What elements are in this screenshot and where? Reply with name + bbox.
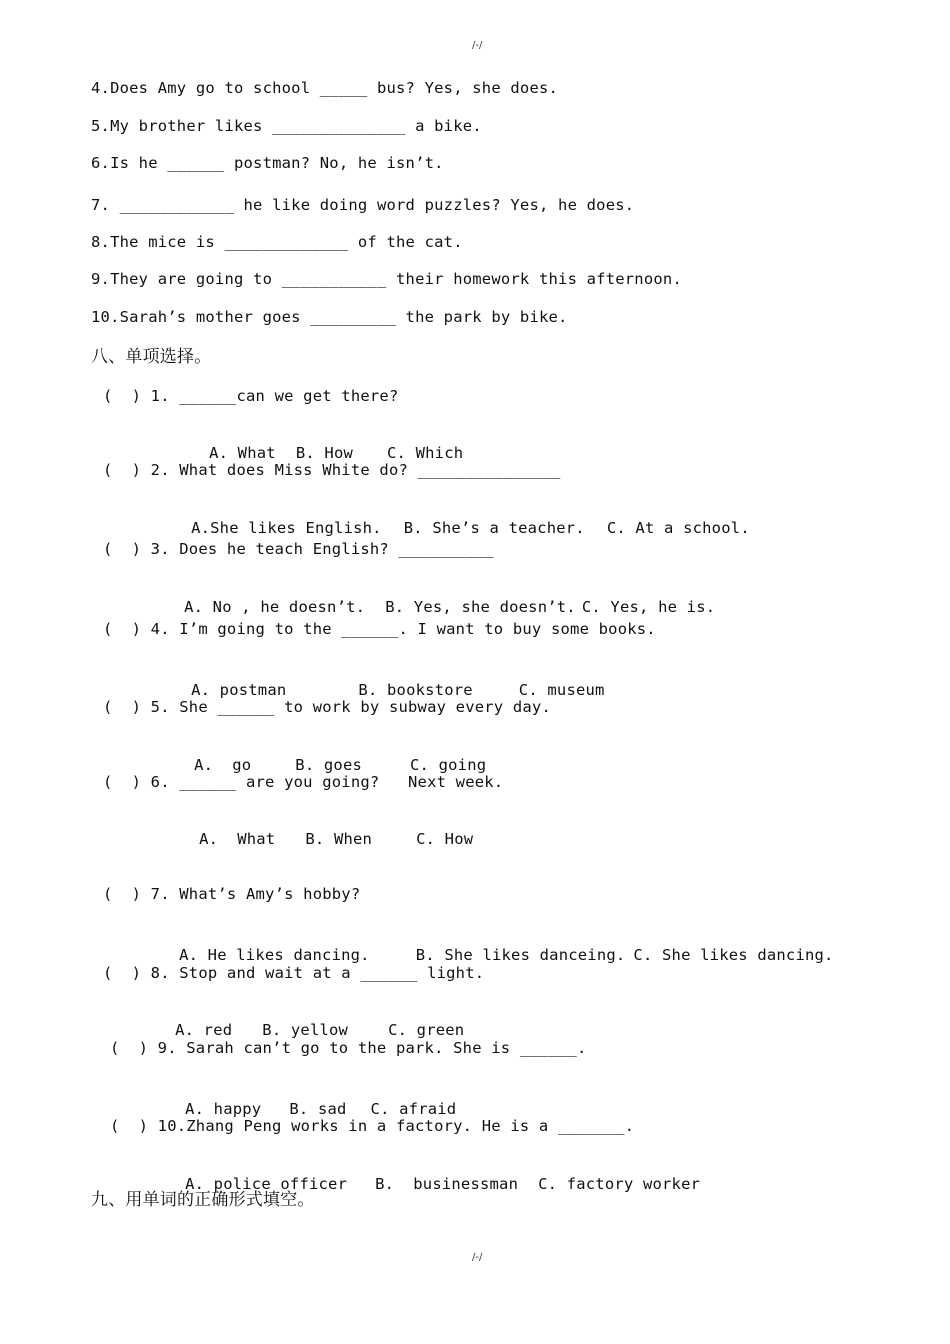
option-b: B. Yes, she doesn’t. xyxy=(385,598,576,616)
option-a: A. What xyxy=(209,444,276,462)
option-b: B. She’s a teacher. xyxy=(403,519,585,537)
question-2-options xyxy=(172,498,750,538)
question-7-stem: ( ) 7. What’s Amy’s hobby? xyxy=(103,885,361,903)
question-7-options xyxy=(160,925,834,965)
question-1-stem: ( ) 1. ______can we get there? xyxy=(103,387,399,405)
question-2-stem: ( ) 2. What does Miss White do? _______________ xyxy=(103,461,561,479)
page-mark-bottom: /-/ xyxy=(472,1252,483,1263)
question-9-stem: ( ) 9. Sarah can’t go to the park. She is ______. xyxy=(110,1039,587,1057)
question-4-stem: ( ) 4. I’m going to the ______. I want to buy some books. xyxy=(103,620,656,638)
question-8-stem: ( ) 8. Stop and wait at a ______ light. xyxy=(103,964,485,982)
option-a: A. postman xyxy=(191,681,287,699)
fill-in-item-5: 5.My brother likes ______________ a bike. xyxy=(91,117,482,135)
page-mark-top: /-/ xyxy=(472,40,483,51)
fill-in-item-8: 8.The mice is _____________ of the cat. xyxy=(91,233,463,251)
fill-in-item-7: 7. ____________ he like doing word puzzles? Yes, he does. xyxy=(91,196,635,214)
option-c: C. Yes, he is. xyxy=(581,598,716,616)
question-6-stem: ( ) 6. ______ are you going? Next week. xyxy=(103,773,504,791)
option-c: C. At a school. xyxy=(606,519,750,537)
option-b: B. sad xyxy=(289,1100,347,1118)
question-10-options xyxy=(166,1154,700,1194)
fill-in-item-6: 6.Is he ______ postman? No, he isn’t. xyxy=(91,154,444,172)
question-3-options xyxy=(165,577,715,617)
question-10-stem: ( ) 10.Zhang Peng works in a factory. He is a _______. xyxy=(110,1117,635,1135)
question-3-stem: ( ) 3. Does he teach English? __________ xyxy=(103,540,494,558)
option-b: B. yellow xyxy=(262,1021,349,1039)
option-b: B. How xyxy=(295,444,354,462)
option-a: A. No , he doesn’t. xyxy=(184,598,366,616)
question-9-options xyxy=(166,1079,456,1119)
option-b: B. goes xyxy=(295,756,363,774)
option-c: C. Which xyxy=(387,444,464,462)
option-c: C. green xyxy=(388,1021,465,1039)
section-8-title: 八、单项选择。 xyxy=(91,347,212,367)
fill-in-item-4: 4.Does Amy go to school _____ bus? Yes, she does. xyxy=(91,79,559,97)
option-a: A. red xyxy=(175,1021,233,1039)
section-9-title: 九、用单词的正确形式填空。 xyxy=(91,1190,315,1210)
question-1-options xyxy=(190,423,463,463)
option-a: A. go xyxy=(194,756,252,774)
option-a: A. police officer xyxy=(185,1175,348,1193)
question-5-options xyxy=(175,735,486,775)
option-c: C. afraid xyxy=(370,1100,457,1118)
option-b: B. When xyxy=(305,830,373,848)
option-b: B. businessman xyxy=(375,1175,519,1193)
question-5-stem: ( ) 5. She ______ to work by subway every day. xyxy=(103,698,551,716)
question-6-options xyxy=(180,809,473,849)
option-c: C. How xyxy=(416,830,474,848)
option-c: C. She likes dancing. xyxy=(633,946,834,964)
fill-in-item-9: 9.They are going to ___________ their homework this afternoon. xyxy=(91,270,682,288)
option-a: A.She likes English. xyxy=(191,519,382,537)
option-b: B. bookstore xyxy=(358,681,473,699)
question-8-options xyxy=(156,1000,464,1040)
option-c: C. going xyxy=(410,756,487,774)
question-4-options xyxy=(172,660,605,700)
option-c: C. factory worker xyxy=(538,1175,701,1193)
fill-in-item-10: 10.Sarah’s mother goes _________ the park by bike. xyxy=(91,308,568,326)
option-c: C. museum xyxy=(518,681,605,699)
option-a: A. What xyxy=(199,830,276,848)
option-a: A. happy xyxy=(185,1100,262,1118)
option-a: A. He likes dancing. xyxy=(179,946,370,964)
option-b: B. She likes danceing. xyxy=(415,946,626,964)
